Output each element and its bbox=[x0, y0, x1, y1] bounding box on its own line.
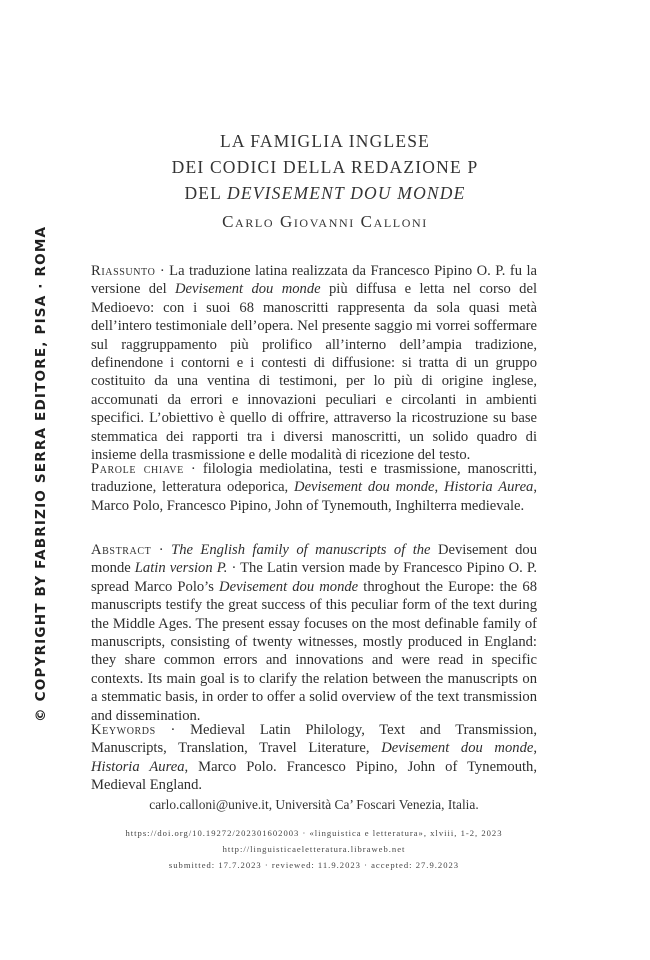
side-copyright-notice: © COPYRIGHT BY FABRIZIO SERRA EDITORE, PISA · ROMA bbox=[33, 225, 49, 722]
riassunto-text-1: La traduzione latina realizzata da Francesco Pipino O. P. fu la versione del bbox=[91, 263, 537, 298]
parole-chiave-italic-2: Historia Aurea bbox=[444, 479, 534, 496]
abstract-text-3: throghout the Europe: the 68 manuscripts testify the great success of this peculiar form of the text during the Middle Ages. The present essay focuses on the most definable family of manuscripts, consisting of twenty witnesses, mostly produced in England: they share common errors and innovations and were read in specific contexts. Its main goal is to clarify the relation between the manuscripts on a stemmatic basis, in order to offer a solid overview of the text transmission and dissemination. bbox=[91, 578, 537, 724]
parole-chiave-text-2: , bbox=[434, 479, 445, 496]
abstract-text-1: Devisement dou monde bbox=[91, 542, 537, 577]
author-email: carlo.calloni@unive.it, Università Ca’ Foscari Venezia, Italia. bbox=[149, 797, 479, 812]
keywords-text-3: , Marco Polo. Francesco Pipino, John of Tynemouth, Medieval England. bbox=[91, 758, 537, 794]
keywords-label: Keywords bbox=[91, 722, 156, 738]
abstract-paragraph bbox=[91, 541, 537, 725]
keywords-separator: · bbox=[155, 722, 191, 738]
review-dates-line: submitted: 17.7.2023 · reviewed: 11.9.2023 · accepted: 27.9.2023 bbox=[168, 860, 460, 870]
riassunto-label: Riassunto bbox=[91, 263, 156, 279]
parole-chiave-separator: · bbox=[183, 461, 203, 477]
keywords-text-2: , bbox=[533, 740, 537, 757]
parole-chiave-text-1: filologia mediolatina, testi e trasmissione, manoscritti, traduzione, letteratura odeporica, bbox=[91, 461, 537, 496]
keywords-paragraph bbox=[91, 721, 537, 795]
parole-chiave-text-3: , Marco Polo, Francesco Pipino, John of Tynemouth, Inghilterra medievale. bbox=[91, 479, 538, 514]
website-line: http://linguisticaeletteratura.libraweb.net bbox=[222, 844, 406, 854]
doi-line: https://doi.org/10.19272/202301602003 · «linguistica e letteratura», xlviii, 1-2, 2023 bbox=[125, 828, 503, 838]
author-name: Carlo Giovanni Calloni bbox=[222, 212, 428, 231]
parole-chiave-italic-1: Devisement dou monde bbox=[294, 479, 435, 496]
parole-chiave-label: Parole chiave bbox=[91, 461, 184, 477]
abstract-text-2: · The Latin version made by Francesco Pipino O. P. spread Marco Polo’s bbox=[91, 560, 537, 595]
abstract-label: Abstract bbox=[91, 542, 152, 558]
abstract-italic-1: The English family of manuscripts of the bbox=[171, 542, 431, 558]
title-line-2: DEI CODICI DELLA REDAZIONE P bbox=[171, 157, 479, 177]
title-line-1: LA FAMIGLIA INGLESE bbox=[219, 131, 431, 151]
keywords-italic-2: Historia Aurea bbox=[91, 758, 185, 775]
keywords-italic-1: Devisement dou monde bbox=[381, 740, 534, 757]
riassunto-italic-1: Devisement dou monde bbox=[175, 281, 321, 298]
riassunto-text-2: più diffusa e letta nel corso del Medioevo: con i suoi 68 manoscritti rappresenta da sola quasi metà dell’intero testimoniale dell’opera. Nel presente saggio mi vorrei soffermare sul raggruppamento più prolifico all’interno dell’ampia tradizione, definendone i contorni e i contesti di diffusione: si tratta di un gruppo costituito da una ventina di testimoni, per lo più di origine inglese, accomunati da errori e innovazioni peculiari e circolanti in ambienti specifici. L’obiettivo è quello di offrire, attraverso la ricostruzione su base stemmatica dei rapporti tra i diversi manoscritti, un solido quadro di insieme della trasmissione e delle modalità di ricezione del testo. bbox=[91, 281, 538, 464]
parole-chiave-paragraph bbox=[91, 460, 537, 515]
title-line-3-prefix: DEL bbox=[184, 183, 227, 203]
keywords-text-1: Medieval Latin Philology, Text and Transmission, Manuscripts, Translation, Travel Literature, bbox=[91, 722, 537, 757]
title-line-3-italic: DEVISEMENT DOU MONDE bbox=[227, 183, 466, 203]
riassunto-paragraph bbox=[91, 262, 537, 464]
abstract-separator: · bbox=[151, 542, 172, 558]
riassunto-separator: · bbox=[155, 263, 170, 279]
abstract-italic-2: Latin version P. bbox=[134, 560, 228, 577]
title-line-3 bbox=[110, 180, 540, 206]
abstract-italic-3: Devisement dou monde bbox=[219, 578, 359, 595]
article-title bbox=[110, 128, 540, 206]
author-affiliation bbox=[91, 797, 537, 813]
